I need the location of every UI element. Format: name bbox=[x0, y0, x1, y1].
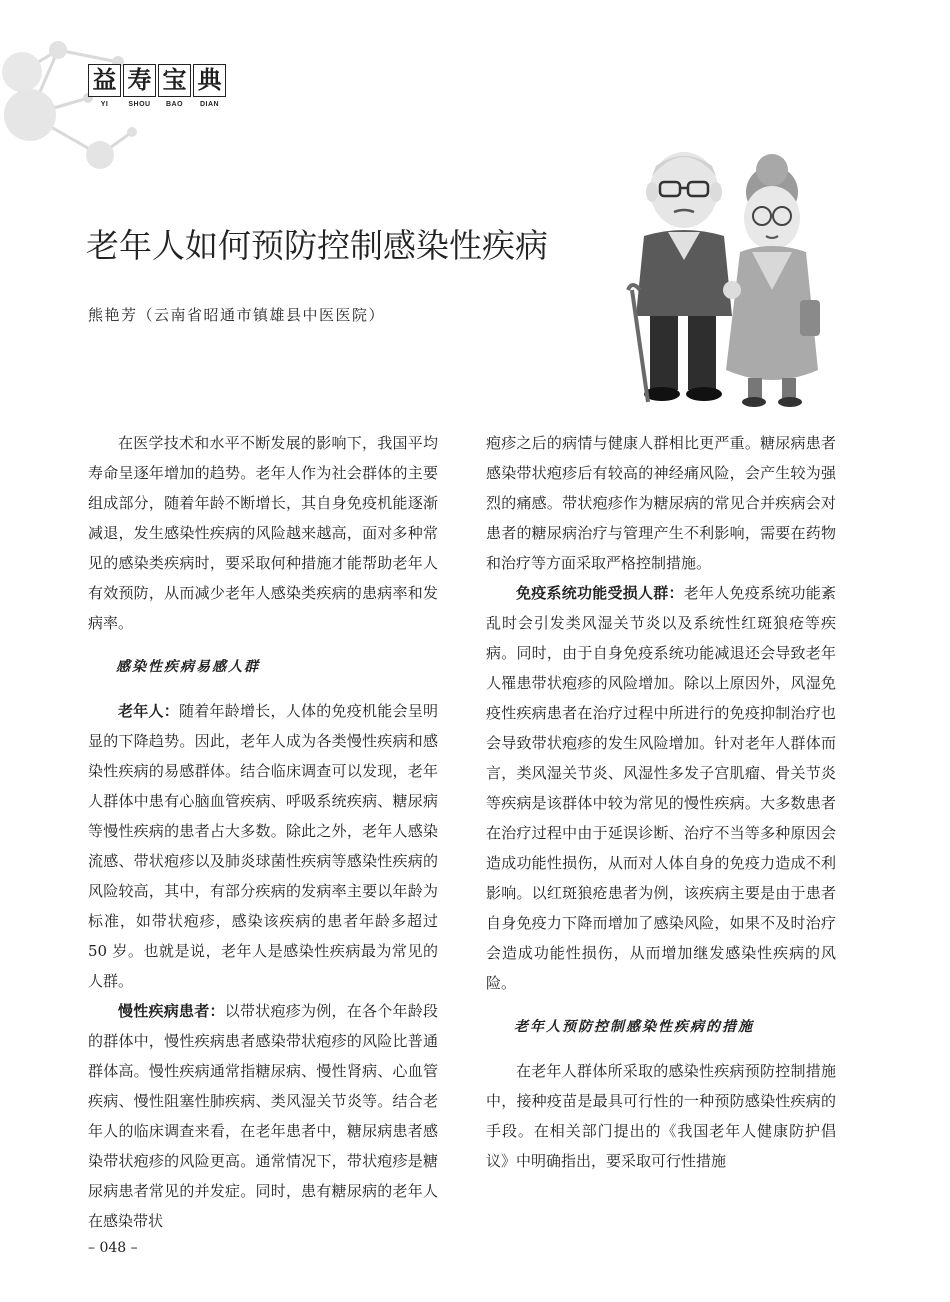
masthead-pinyin: DIAN bbox=[199, 101, 220, 108]
paragraph-chronic-patients bbox=[88, 996, 438, 1236]
masthead-pinyin: YI bbox=[100, 101, 109, 108]
paragraph-label: 免疫系统功能受损人群： bbox=[516, 584, 684, 602]
article-title: 老年人如何预防控制感染性疾病 bbox=[86, 226, 548, 265]
paragraph-label: 慢性疾病患者： bbox=[118, 1002, 225, 1020]
section-heading-susceptible-groups: 感染性疾病易感人群 bbox=[116, 659, 260, 675]
article-author: 熊艳芳（云南省昭通市镇雄县中医医院） bbox=[88, 306, 386, 324]
page-number: – 048 – bbox=[88, 1240, 138, 1256]
paragraph-continued: 疱疹之后的病情与健康人群相比更严重。糖尿病患者感染带状疱疹后有较高的神经痛风险，会产生较为强烈的痛感。带状疱疹作为糖尿病的常见合并疾病会对患者的糖尿病治疗与管理产生不利影响，需要在药物和治疗等方面采取严格控制措施。 bbox=[486, 434, 836, 572]
masthead-pinyin: BAO bbox=[165, 101, 184, 108]
masthead-pinyin: SHOU bbox=[128, 101, 151, 108]
masthead-char: 宝 bbox=[158, 64, 191, 97]
paragraph-text: 以带状疱疹为例，在各个年龄段的群体中，慢性疾病患者感染带状疱疹的风险比普通群体高。慢性疾病通常指糖尿病、慢性肾病、心血管疾病、慢性阻塞性肺疾病、类风湿关节炎等。结合老年人的临床调查来看，在老年患者中，糖尿病患者感染带状疱疹的风险更高。通常情况下，带状疱疹是糖尿病患者常见的并发症。同时，患有糖尿病的老年人在感染带状 bbox=[88, 1002, 438, 1230]
masthead bbox=[88, 64, 226, 108]
paragraph-text: 随着年龄增长，人体的免疫机能会呈明显的下降趋势。因此，老年人成为各类慢性疾病和感染性疾病的易感群体。结合临床调查可以发现，老年人群体中患有心脑血管疾病、呼吸系统疾病、糖尿病等慢性疾病的患者占大多数。除此之外，老年人感染流感、带状疱疹以及肺炎球菌性疾病等感染性疾病的风险较高，其中，有部分疾病的发病率主要以年龄为标准，如带状疱疹，感染该疾病的患者年龄多超过 50 岁。也就是说，老年人是感染性疾病最为常见的人群。 bbox=[88, 702, 438, 990]
paragraph-immune-impaired bbox=[486, 578, 836, 998]
elderly-couple-illustration bbox=[622, 140, 846, 410]
right-column bbox=[486, 428, 836, 1176]
paragraph-label: 老年人： bbox=[118, 702, 179, 720]
intro-paragraph: 在医学技术和水平不断发展的影响下，我国平均寿命呈逐年增加的趋势。老年人作为社会群体的主要组成部分，随着年龄不断增长，其自身免疫机能逐渐减退，发生感染性疾病的风险越来越高，面对多种常见的感染类疾病时，要采取何种措施才能帮助老年人有效预防，从而减少老年人感染类疾病的患病率和发病率。 bbox=[88, 434, 438, 632]
masthead-char: 寿 bbox=[123, 64, 156, 97]
masthead-char: 典 bbox=[193, 64, 226, 97]
left-column bbox=[88, 428, 438, 1236]
elderly-woman-figure bbox=[726, 154, 820, 407]
section-heading-prevention-measures: 老年人预防控制感染性疾病的措施 bbox=[514, 1019, 754, 1035]
paragraph-text: 老年人免疫系统功能紊乱时会引发类风湿关节炎以及系统性红斑狼疮等疾病。同时，由于自身免疫系统功能减退还会导致老年人罹患带状疱疹的风险增加。除以上原因外，风湿免疫性疾病患者在治疗过程中所进行的免疫抑制治疗也会导致带状疱疹的发生风险增加。针对老年人群体而言，类风湿关节炎、风湿性多发子宫肌瘤、骨关节炎等疾病是该群体中较为常见的慢性疾病。大多数患者在治疗过程中由于延误诊断、治疗不当等多种原因会造成功能性损伤，从而对人体自身的免疫力造成不利影响。以红斑狼疮患者为例，该疾病主要是由于患者自身免疫力下降而增加了感染风险，如果不及时治疗会造成功能性损伤，从而增加继发感染性疾病的风险。 bbox=[486, 584, 836, 992]
paragraph-vaccination: 在老年人群体所采取的感染性疾病预防控制措施中，接种疫苗是最具可行性的一种预防感染性疾病的手段。在相关部门提出的《我国老年人健康防护倡议》中明确指出，要采取可行性措施 bbox=[486, 1062, 836, 1170]
paragraph-elderly bbox=[88, 696, 438, 996]
elderly-man-figure bbox=[628, 152, 741, 402]
masthead-char: 益 bbox=[88, 64, 121, 97]
